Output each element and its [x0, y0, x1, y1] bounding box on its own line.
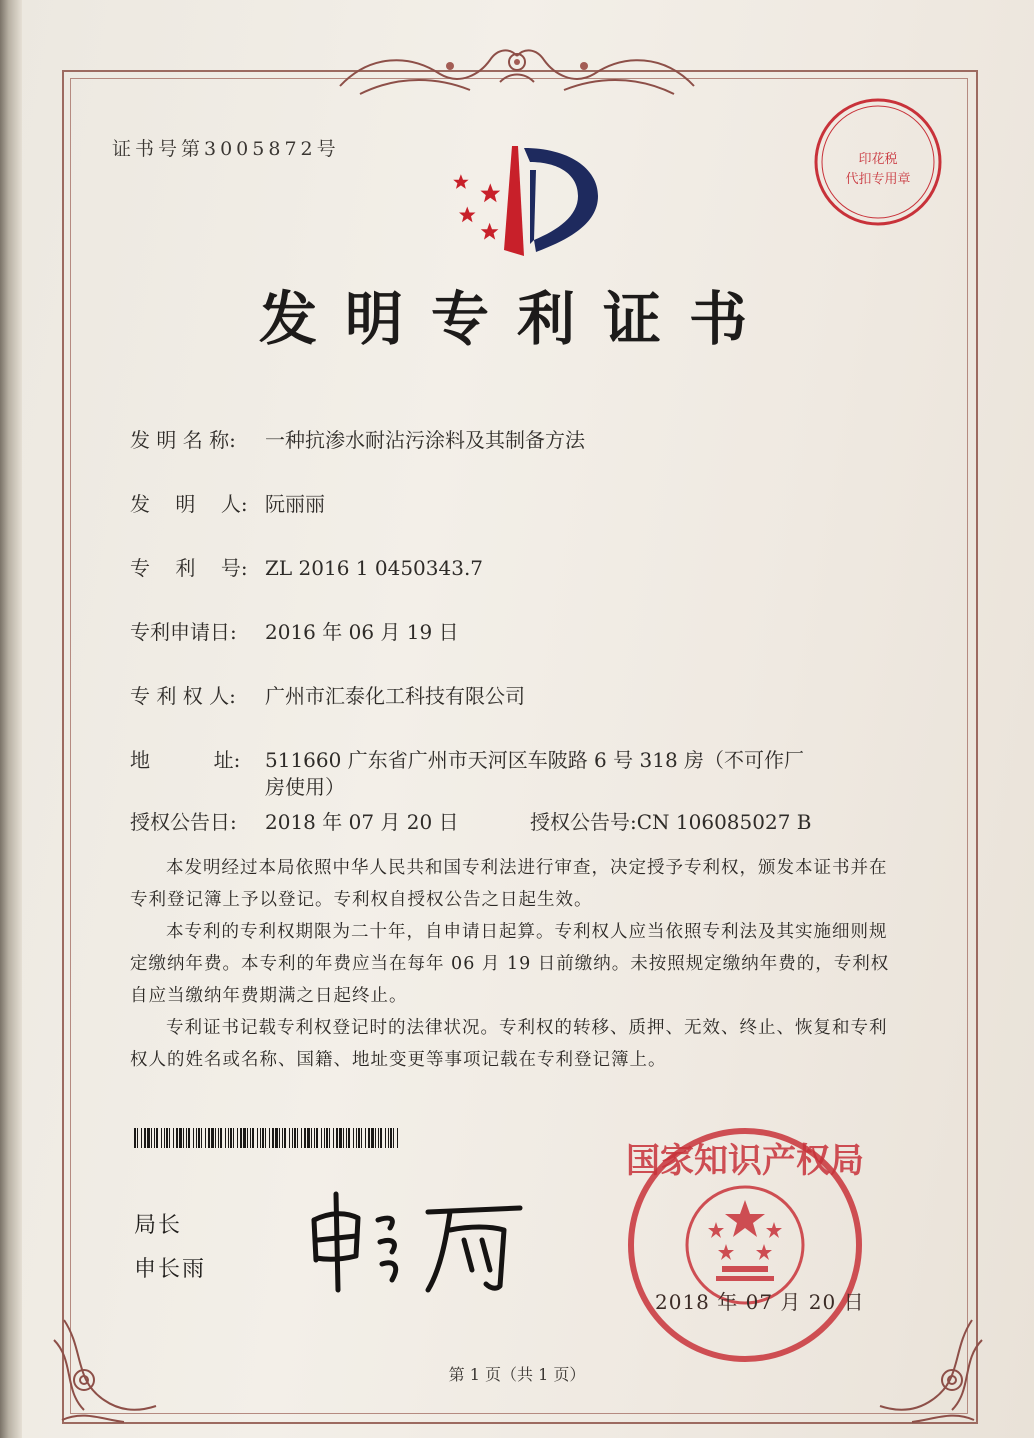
certificate-number: 证书号第3005872号 — [112, 138, 340, 160]
value-application-date: 2016 年 06 月 19 日 — [265, 620, 459, 644]
label-inventor: 发 明 人: — [130, 492, 248, 516]
label-patent-no: 专 利 号: — [130, 556, 248, 580]
value-grant-pub-no: CN 106085027 B — [636, 810, 812, 834]
value-address-line2: 房使用） — [265, 775, 345, 799]
paragraph-1: 本发明经过本局依照中华人民共和国专利法进行审查，决定授予专利权，颁发本证书并在专利登记簿上予以登记。专利权自授权公告之日起生效。 — [130, 858, 888, 910]
label-application-date: 专利申请日: — [130, 620, 237, 644]
page-edge-shadow — [0, 0, 22, 1438]
field-grant-pub-no — [530, 806, 812, 835]
barcode — [134, 1128, 402, 1148]
value-invention-name: 一种抗渗水耐沾污涂料及其制备方法 — [265, 428, 585, 452]
seal-center-text-2: 代扣专用章 — [845, 172, 911, 187]
sipo-official-seal — [626, 1126, 864, 1364]
field-grant-date — [130, 806, 459, 835]
field-invention-name — [130, 424, 585, 453]
director-title: 局长 — [134, 1213, 183, 1238]
field-address — [130, 744, 804, 773]
label-grant-pub-no: 授权公告号: — [530, 810, 637, 834]
value-patent-no: ZL 2016 1 0450343.7 — [265, 556, 484, 580]
sipo-logo-icon — [438, 140, 608, 260]
field-patentee — [130, 680, 525, 709]
value-grant-date: 2018 年 07 月 20 日 — [265, 810, 459, 834]
field-patent-no — [130, 552, 483, 581]
value-patentee: 广州市汇泰化工科技有限公司 — [265, 684, 525, 708]
seal-center-text-1: 印花税 — [858, 152, 898, 167]
value-inventor: 阮丽丽 — [265, 492, 325, 516]
value-address: 511660 广东省广州市天河区车陂路 6 号 318 房（不可作厂 — [265, 748, 805, 772]
document-title: 发明专利证书 — [258, 285, 775, 353]
label-address: 地 址: — [130, 748, 241, 772]
page-number: 第 1 页（共 1 页） — [448, 1365, 586, 1384]
seal-date: 2018 年 07 月 20 日 — [655, 1290, 865, 1314]
top-ornament — [330, 34, 704, 104]
paragraph-2: 本专利的专利权期限为二十年，自申请日起算。专利权人应当依照专利法及其实施细则规定缴纳年费。本专利的年费应当在每年 06 月 19 日前缴纳。未按照规定缴纳年费的，专利权自应当缴纳年费期满之日起终止。 — [130, 922, 890, 1006]
label-invention-name: 发 明 名 称: — [130, 428, 236, 452]
label-grant-date: 授权公告日: — [130, 810, 237, 834]
field-application-date — [130, 616, 459, 645]
paragraph-3: 专利证书记载专利权登记时的法律状况。专利权的转移、质押、无效、终止、恢复和专利权人的姓名或名称、国籍、地址变更等事项记载在专利登记簿上。 — [130, 1018, 888, 1070]
seal-ring-text: 国家知识产权局 — [626, 1141, 864, 1181]
director-signature — [300, 1190, 540, 1300]
label-patentee: 专 利 权 人: — [130, 684, 236, 708]
field-inventor — [130, 488, 325, 517]
director-name: 申长雨 — [134, 1257, 207, 1282]
